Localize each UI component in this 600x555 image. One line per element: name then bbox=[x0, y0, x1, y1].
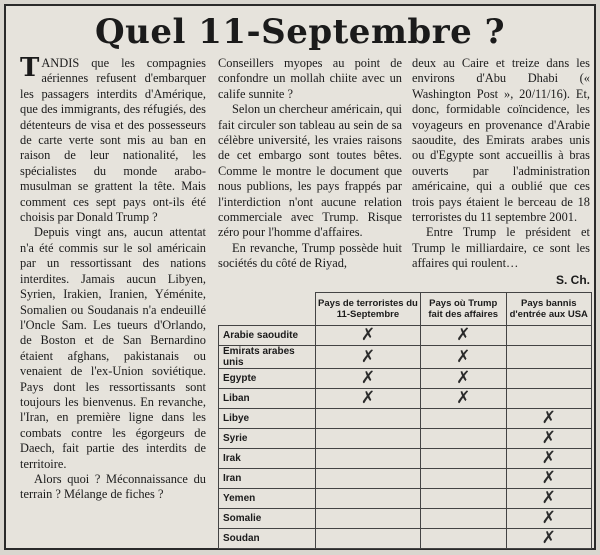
country-name: Liban bbox=[219, 389, 316, 409]
cross-mark-icon: ✗ bbox=[541, 488, 556, 508]
cross-mark-icon: ✗ bbox=[541, 468, 556, 488]
column-3 bbox=[412, 56, 590, 288]
country-name: Irak bbox=[219, 449, 316, 469]
table-row bbox=[219, 469, 592, 489]
country-name: Libye bbox=[219, 409, 316, 429]
paragraph-4: Conseillers myopes au point de confondre un mollah chiite avec un calife sunnite ? bbox=[218, 56, 402, 101]
paragraph-8: Entre Trump le président et Trump le milliardaire, ce sont les affaires qui roulent… bbox=[412, 225, 590, 271]
paragraph-7: deux au Caire et treize dans les environs d'Abu Dhabi (« Washington Post », 20/11/16). Et, donc, formidable coïncidence, les voyageurs en provenance d'Arabie saoudite, des Emirats arabes unis ou d'Egypte sont accueillis à bras ouverts par l'administration américaine, qui a oublié que ces trois pays étaient le berceau de 18 terroristes du 11 septembre 2001. bbox=[412, 56, 590, 225]
table-row bbox=[219, 489, 592, 509]
drop-cap: T bbox=[20, 53, 40, 83]
country-name: Syrie bbox=[219, 429, 316, 449]
cell-terror bbox=[316, 409, 421, 429]
country-name: Egypte bbox=[219, 369, 316, 389]
table-row bbox=[219, 449, 592, 469]
cell-business bbox=[420, 409, 506, 429]
cell-banned bbox=[506, 409, 591, 429]
country-name: Somalie bbox=[219, 509, 316, 529]
cell-banned bbox=[506, 389, 591, 409]
table-row bbox=[219, 509, 592, 529]
cell-business bbox=[420, 326, 506, 346]
cross-mark-icon: ✗ bbox=[541, 448, 556, 468]
cell-banned bbox=[506, 449, 591, 469]
author-signature: S. Ch. bbox=[555, 272, 590, 287]
cell-terror bbox=[316, 469, 421, 489]
cell-business bbox=[420, 346, 506, 369]
table-corner bbox=[219, 293, 316, 326]
cell-terror bbox=[316, 429, 421, 449]
cell-business bbox=[420, 429, 506, 449]
header-business-countries: Pays où Trump fait des affaires bbox=[420, 293, 506, 326]
cross-mark-icon: ✗ bbox=[541, 528, 556, 548]
cell-terror bbox=[316, 489, 421, 509]
paragraph-2: Depuis vingt ans, aucun attentat n'a été commis sur le sol américain par un ressortissant des nations interdites. Jamais aucun Libyen, Syrien, Irakien, Iranien, Yéménite, Somalien ou Soudanais n'a endeuillé l'Oncle Sam. Les tueurs d'Orlando, de Boston et de San Bernardino étaient afghans, pakistanais ou venaient de l'ex-Union soviétique. Pays dont les ressortissants sont toujours les bienvenus. En revanche, l'Iran, en première ligne dans les combats contre les égorgeurs de Daech, fait partie des interdits de territoire. bbox=[20, 225, 206, 471]
cross-mark-icon: ✗ bbox=[541, 508, 556, 528]
cross-mark-icon: ✗ bbox=[456, 388, 471, 408]
cell-terror bbox=[316, 529, 421, 549]
cell-business bbox=[420, 369, 506, 389]
cell-terror bbox=[316, 346, 421, 369]
country-name: Iran bbox=[219, 469, 316, 489]
cross-mark-icon: ✗ bbox=[360, 388, 376, 408]
country-name: Yemen bbox=[219, 489, 316, 509]
cell-banned bbox=[506, 509, 591, 529]
table-header-row bbox=[219, 293, 592, 326]
column-2 bbox=[218, 56, 402, 272]
article-title: Quel 11-Septembre ? bbox=[95, 12, 505, 52]
paragraph-6: En revanche, Trump possède huit sociétés du côté de Riyad, bbox=[218, 240, 402, 271]
cell-terror bbox=[316, 509, 421, 529]
table-row bbox=[219, 326, 592, 346]
cell-terror bbox=[316, 326, 421, 346]
cross-mark-icon: ✗ bbox=[541, 428, 556, 448]
table-row bbox=[219, 529, 592, 549]
paragraph-5: Selon un chercheur américain, qui fait circuler son tableau au sein de sa célèbre université, les vraies raisons de cet embargo sont toutes bêtes. Comme le montre le document que nous publions, les pays frappés par l'interdiction n'ont aucune relation commerciale avec Trump. Risque zéro pour l'homme d'affaires. bbox=[218, 102, 402, 240]
cell-banned bbox=[506, 346, 591, 369]
cell-banned bbox=[506, 489, 591, 509]
country-name: Soudan bbox=[219, 529, 316, 549]
cell-banned bbox=[506, 529, 591, 549]
country-name: Arabie saoudite bbox=[219, 326, 316, 346]
article bbox=[4, 4, 596, 550]
cell-business bbox=[420, 509, 506, 529]
column-1 bbox=[20, 53, 206, 503]
cell-terror bbox=[316, 369, 421, 389]
cross-mark-icon: ✗ bbox=[360, 346, 376, 367]
cross-mark-icon: ✗ bbox=[456, 325, 471, 345]
cell-banned bbox=[506, 469, 591, 489]
table-row bbox=[219, 346, 592, 369]
header-banned-countries: Pays bannis d'entrée aux USA bbox=[506, 293, 591, 326]
cell-business bbox=[420, 469, 506, 489]
cross-mark-icon: ✗ bbox=[360, 368, 376, 388]
paragraph-1 bbox=[20, 53, 206, 225]
table-row bbox=[219, 369, 592, 389]
table-body bbox=[219, 326, 592, 549]
table-row bbox=[219, 429, 592, 449]
table-row bbox=[219, 389, 592, 409]
cross-mark-icon: ✗ bbox=[456, 368, 471, 388]
header-terror-countries: Pays de terroristes du 11-Septembre bbox=[316, 293, 421, 326]
cell-terror bbox=[316, 449, 421, 469]
paragraph-1-text: ANDIS que les compagnies aériennes refusent d'embarquer les passagers interdits d'Amérique, que des immigrants, des réfugiés, des détenteurs de visa et des possesseurs de carte verte sont mis au ban en raison de leur nationalité, les spécialistes du monde arabo-musulman se grattent la tête. Mais comment ces sept pays ont-ils été choisis par Donald Trump ? bbox=[20, 56, 206, 225]
country-name: Emirats arabes unis bbox=[219, 346, 316, 369]
cell-terror bbox=[316, 389, 421, 409]
cell-business bbox=[420, 449, 506, 469]
cell-banned bbox=[506, 326, 591, 346]
cell-banned bbox=[506, 429, 591, 449]
cell-banned bbox=[506, 369, 591, 389]
table-row bbox=[219, 409, 592, 429]
cell-business bbox=[420, 489, 506, 509]
cross-mark-icon: ✗ bbox=[360, 325, 376, 345]
cross-mark-icon: ✗ bbox=[456, 346, 471, 367]
comparison-table bbox=[218, 292, 592, 549]
paragraph-3: Alors quoi ? Méconnaissance du terrain ? Mélange de fiches ? bbox=[20, 471, 206, 502]
cross-mark-icon: ✗ bbox=[541, 408, 556, 428]
cell-business bbox=[420, 529, 506, 549]
cell-business bbox=[420, 389, 506, 409]
